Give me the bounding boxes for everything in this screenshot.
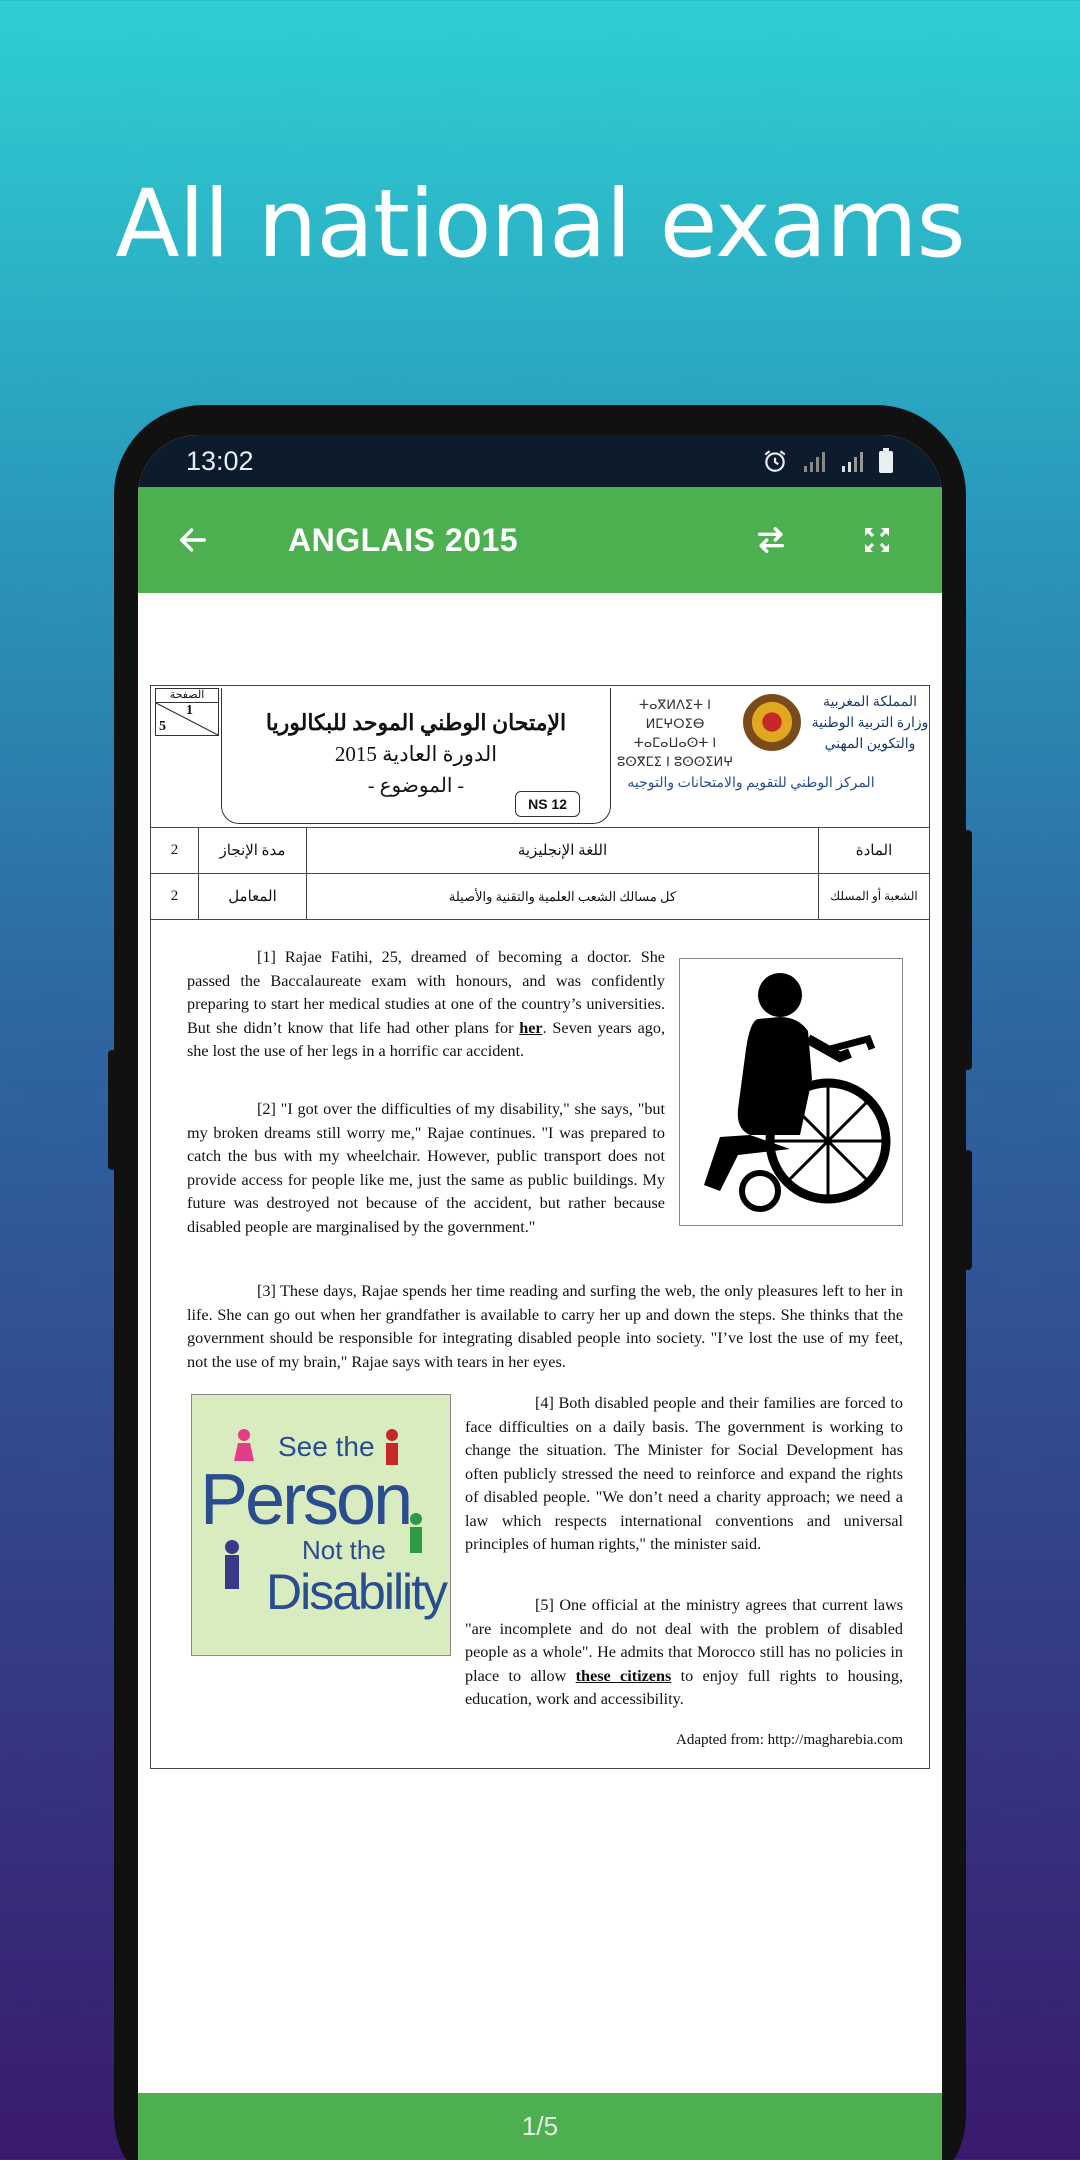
back-arrow-icon [176,523,210,557]
subject-row [151,828,929,874]
status-time: 13:02 [186,445,254,476]
page-label: الصفحة [156,689,218,703]
evaluation-center-name: المركز الوطني للتقويم والامتحانات والتوجيه [627,776,875,791]
subject-name: اللغة الإنجليزية [307,828,819,873]
app-bar [138,487,942,593]
page-number-box [155,688,219,736]
p3-text: [3] These days, Rajae spends her time reading and surfing the web, the only pleasures left to her in life. She can go out when her grandfather is available to carry her up and down the steps. She thinks that the government should be responsible for integrating disabled people into society. "I’ve lost the use of my feet, not the use of my brain," Rajae says with tears in her eyes. [187,1282,903,1371]
ministry-name: المملكة المغربية وزارة التربية الوطنية والتكوين المهني [811,695,929,752]
moroccan-crest-icon [741,694,803,764]
fullscreen-button[interactable] [852,515,902,565]
swap-arrows-icon [754,523,788,557]
phone-screen [138,435,942,2160]
paragraph-1 [187,946,665,1064]
headline: All national exams [115,170,965,279]
duration-label: مدة الإنجاز [199,828,307,873]
source-citation: Adapted from: http://magharebia.com [675,1732,903,1748]
stream-name: كل مسالك الشعب العلمية والتقنية والأصيلة [307,874,819,919]
battery-icon [878,448,894,474]
p4-text: [4] Both disabled people and their families are forced to face difficulties on a daily basis. The government is working to change the situation. The Minister for Social Development has often publicly stressed the need to reinforce and expand the rights of disabled people. "We don’t need a charity approach; we need a law which respects international conventions and universal principles of human rights," the minister said. [465,1394,903,1553]
coefficient-label: المعامل [199,874,307,919]
poster-line-4: Disability [266,1564,447,1620]
paragraph-3 [187,1280,903,1374]
poster-line-2: Person [200,1460,411,1540]
wheelchair-illustration [679,958,903,1226]
fullscreen-icon [861,524,893,556]
wheelchair-person-icon [680,959,902,1225]
exam-subject-label: - الموضوع - [367,775,465,797]
p2-text: [2] "I got over the difficulties of my disability," she says, "but my broken dreams still worry me," Rajae continues. "I was prepared to catch the bus with my wheelchair. However, public transport does not provide access for people like me, just the same as public buildings. My future was destroyed not because of the accident, but rather because disabled people are marginalised by the government." [187,1100,665,1236]
swap-button[interactable] [746,515,796,565]
page-indicator-bar [138,2093,942,2160]
paragraph-4 [465,1392,903,1557]
document-header [151,686,929,828]
poster-line-3: Not the [302,1535,386,1565]
stream-row [151,874,929,920]
paragraph-5 [187,1594,903,1712]
page-indicator: 1/5 [521,2111,559,2141]
signal-icon [802,450,826,472]
p5-text: [5] One official at the ministry agrees that current laws "are incomplete and do not deal with the problem of disabled people as a whole". He admits that Morocco still has no policies in place to allow [465,1596,903,1685]
exam-session: الدورة العادية 2015 [334,742,498,766]
subject-label: المادة [855,843,893,859]
paragraph-2 [187,1098,665,1239]
p5-end: to enjoy full rights to housing, education, work and accessibility. [465,1666,903,1708]
alarm-icon [762,448,788,474]
page-title: ANGLAIS 2015 [288,521,519,558]
p5-bold-phrase: these citizens [575,1666,672,1685]
p1-bold-word: her [519,1018,543,1037]
p5-first [465,1594,903,1712]
poster-line-1: See the [278,1431,375,1462]
coefficient-value: 2 [151,874,199,919]
signal-icon-2 [840,450,864,472]
exam-title: الإمتحان الوطني الموحد للبكالوريا [265,710,567,735]
tifinagh-text: ⵜⴰⴳⵍⴷⵉⵜ ⵏ ⵍⵎⵖⵔⵉⴱ ⵜⴰⵎⴰⵡⴰⵙⵜ ⵏ ⵓⵙⴳⵎⵉ ⵏ ⵓⵙⵙⵉⵍⵖ [616,698,734,770]
exam-code: NS 12 [515,791,580,817]
page-total: 5 [159,719,166,734]
page-number: 1 [186,703,193,718]
exam-title-box [221,688,611,824]
exam-document-page[interactable] [150,685,930,1769]
duration-value: 2 [151,828,199,873]
p1-text: [1] Rajae Fatihi, 25, dreamed of becoming a doctor. She passed the Baccalaureate exam with honours, and was confidently preparing to start her medical studies at one of the country’s universities. But she didn’t know that life had other plans for [187,948,665,1037]
stream-label: الشعبة أو المسلك [830,889,918,903]
back-button[interactable] [168,515,218,565]
status-bar [138,435,942,487]
p1-end: . Seven years ago, she lost the use of her legs in a horrific car accident. [187,1018,665,1060]
